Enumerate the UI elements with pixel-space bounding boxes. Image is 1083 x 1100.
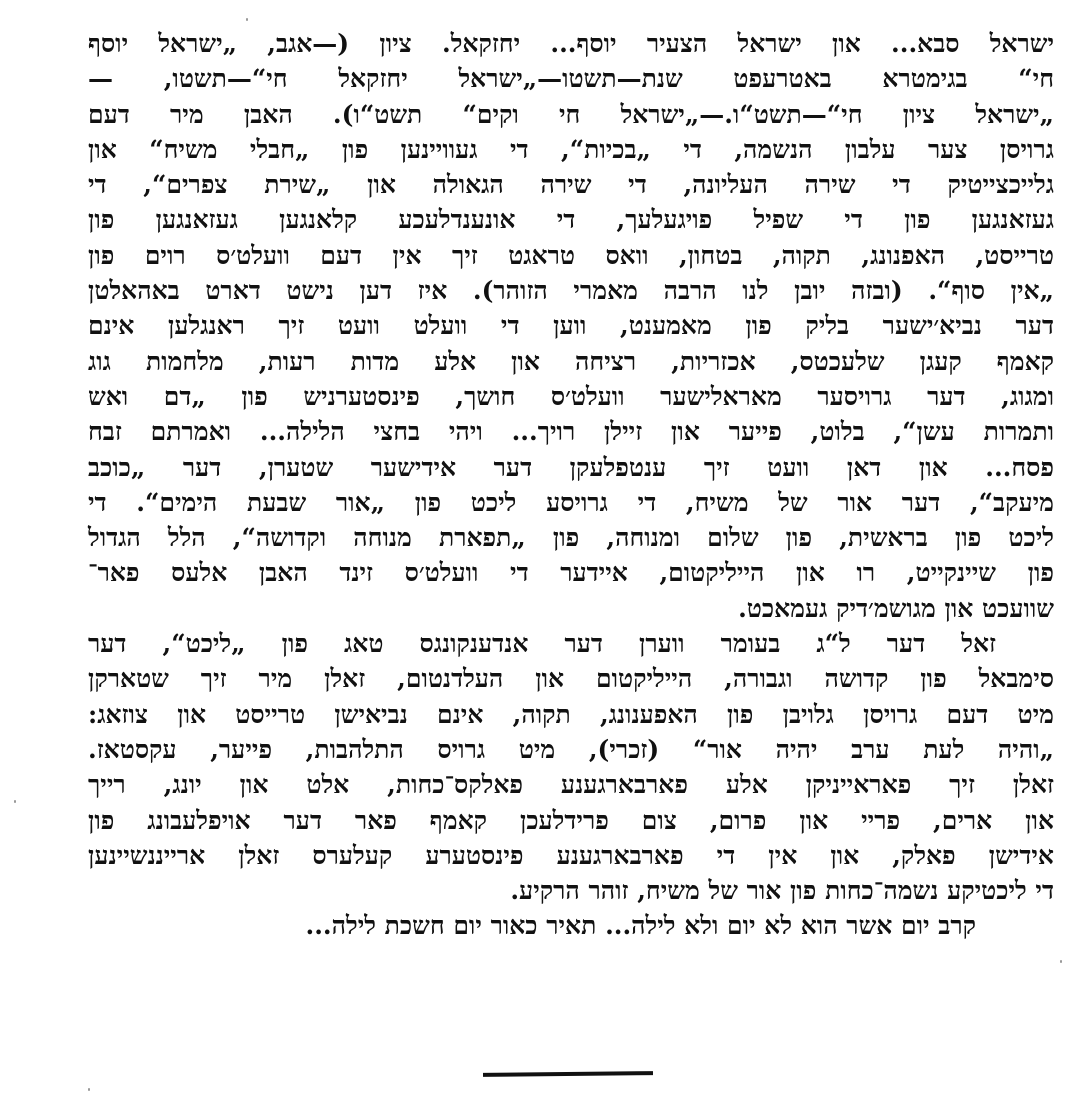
text-line: שוועכט און מגושמ׳דיק געמאכט.	[738, 593, 1054, 623]
text-line: ומגוג, דער גרויסער מאראלישער וועלט׳ס חושך, פינסטערניש פון „דם ואש	[88, 381, 1054, 411]
scan-speck	[246, 18, 248, 21]
text-line: ותמרות עשן“, בלוט, פייער און זיילן רויך... ויהי בחצי הלילה... ואמרתם זבח	[88, 417, 1054, 447]
text-line: זאלן זיך פאראייניקן אלע פארבארגענע פאלקס־כחות, אלט און יונג, רייך	[88, 770, 1054, 800]
text-line: חי“ בגימטרא באטרעפט שנת—תשטו—„ישראל יחזקאל חי“—תשטו, —	[88, 64, 1054, 94]
text-line: אידישן פאלק, און אין די פארבארגענע פינסטערע קעלערס זאלן ארייננשיינען	[88, 840, 1054, 870]
section-separator-rule	[483, 1071, 653, 1077]
text-line: פסח... און דאן וועט זיך ענטפלעקן דער אידישער שטערן, דער „כוכב	[88, 452, 1054, 482]
text-line: דער נביא׳ישער בליק פון מאמענט, ווען די וועלט וועט זיך ראנגלען אינם	[88, 311, 1054, 341]
text-line: „אין סוף“. (ובזה יובן לנו הרבה מאמרי הזוהר). איז דען נישט דארט באהאלטן	[88, 276, 1054, 306]
text-line: טרייסט, האפנונג, תקוה, בטחון, וואס טראגט זיך אין דעם וועלט׳ס רוים פון	[88, 240, 1054, 270]
text-line: מיעקב“, דער אור של משיח, די גרויסע ליכט פון „אור שבעת הימים“. די	[88, 487, 1054, 517]
text-line: די ליכטיקע נשמה־כחות פון אור של משיח, זוהר הרקיע.	[510, 876, 1054, 906]
text-line: קרב יום אשר הוא לא יום ולא לילה... תאיר כאור יום חשכת לילה...	[305, 911, 976, 941]
text-line: גרויסן צער עלבון הנשמה, די „בכיות“, די געוויינען פון „חבלי משיח“ און	[88, 134, 1054, 164]
text-line: זאל דער ל“ג בעומר ווערן דער אנדענקונגס טאג פון „ליכט“, דער	[88, 629, 996, 659]
text-line: און ארים, פריי און פרום, צום פרידלעכן קאמף פאר דער אויפלעבונג פון	[88, 805, 1054, 835]
text-line: קאמף קעגן שלעכטס, אכזריות, רציחה און אלע מדות רעות, מלחמות גוג	[88, 346, 1054, 376]
text-line: מיט דעם גרויסן גלויבן פון האפענונג, תקוה, אינם נביאישן טרייסט און צוזאג:	[88, 699, 1054, 729]
paragraph-1	[88, 26, 1054, 626]
text-line: „ישראל ציון חי“—תשט“ו.—„ישראל חי וקים“ תשט“ו). האבן מיר דעם	[88, 99, 1054, 129]
text-line: סימבאל פון קדושה וגבורה, הייליקטום און העלדנטום, זאלן מיר זיך שטארקן	[88, 664, 1054, 694]
scan-speck	[1060, 960, 1062, 963]
closing-verse	[88, 908, 1054, 943]
text-line: גלייכצייטיק די שירה העליונה, די שירה הגאולה און „שירת צפרים“, די	[88, 170, 1054, 200]
text-line: פון שיינקייט, רו און הייליקטום, איידער די וועלט׳ס זינד האבן אלעס פאר־	[88, 558, 1054, 588]
scan-speck	[88, 1088, 90, 1091]
document-page	[88, 26, 1054, 944]
scan-speck	[14, 800, 16, 803]
paragraph-2	[88, 626, 1054, 908]
text-line: „והיה לעת ערב יהיה אור“ (זכרי), מיט גרויס התלהבות, פייער, עקסטאז.	[88, 734, 1054, 764]
text-line: ישראל סבא... און ישראל הצעיר יוסף... יחזקאל. ציון (—אגב, „ישראל יוסף	[88, 29, 1054, 58]
text-line: ליכט פון בראשית, פון שלום ומנוחה, פון „תפארת מנוחה וקדושה“, הלל הגדול	[88, 523, 1054, 553]
text-line: געזאנגען פון די שפיל פויגעלעך, די אונענדלעכע קלאנגען געזאנגען פון	[88, 205, 1054, 235]
